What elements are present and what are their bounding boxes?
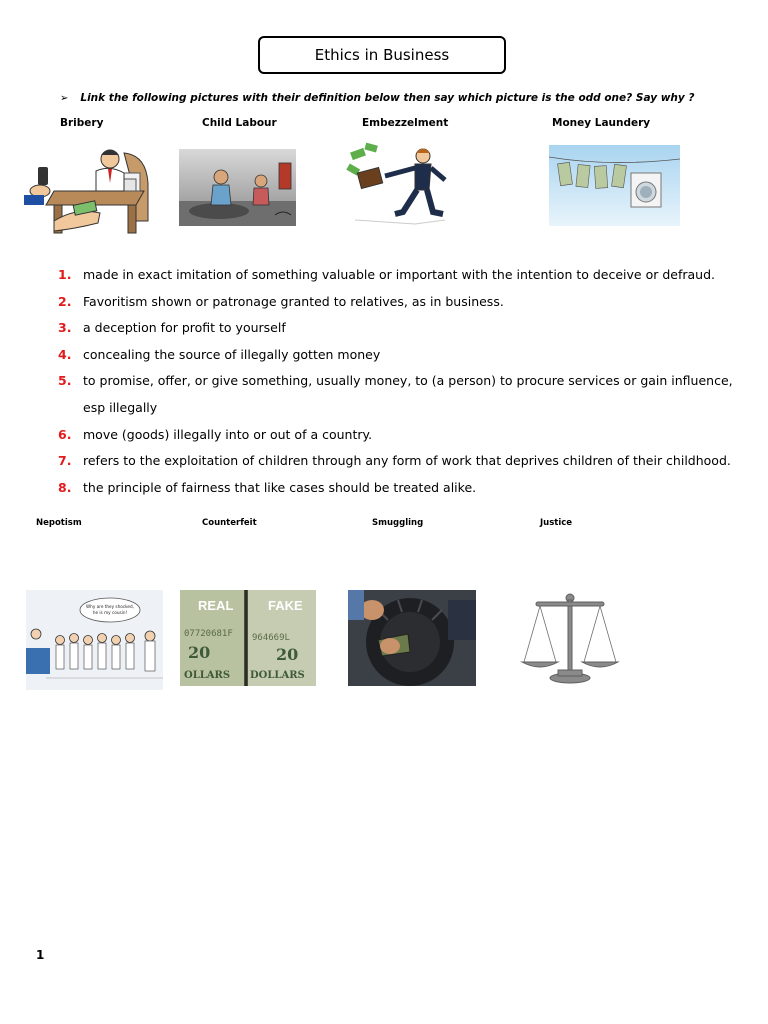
nepotism-image [26, 590, 163, 690]
fake-label: FAKE [268, 598, 303, 613]
embezzelment-image [345, 140, 453, 230]
counterfeit-image [180, 590, 316, 686]
svg-text:07720681F: 07720681F [184, 629, 233, 639]
definition-item: 2. Favoritism shown or patronage granted to relatives, as in business. [58, 293, 504, 309]
definition-item: 7. refers to the exploitation of children through any form of work that deprives children of their childhood. [58, 453, 731, 469]
definition-item: 1. made in exact imitation of something valuable or important with the intention to deceive or defraud. [58, 267, 715, 282]
label-child-labour: Child Labour [202, 117, 277, 129]
definition-item: 6. move (goods) illegally into or out of a country. [58, 426, 373, 442]
smuggling-image [348, 590, 476, 686]
real-label: REAL [198, 598, 234, 613]
title-box [258, 36, 506, 74]
svg-text:OLLARS: OLLARS [184, 670, 231, 681]
justice-scale-image [518, 590, 622, 688]
svg-text:20: 20 [188, 643, 211, 662]
definitions-list [58, 262, 748, 501]
nepotism-caption-line2: he is my cousin! [92, 610, 128, 615]
nepotism-caption-line1: Why are they shocked, [86, 604, 134, 609]
label-embezzelment: Embezzelment [362, 117, 449, 129]
label-nepotism: Nepotism [36, 518, 82, 528]
label-justice: Justice [540, 518, 573, 528]
child-labour-image [179, 149, 296, 226]
label-bribery: Bribery [60, 117, 104, 129]
svg-text:20: 20 [276, 645, 299, 664]
arrow-bullet-icon: ➢ [60, 92, 69, 104]
svg-text:DOLLARS: DOLLARS [250, 670, 305, 681]
svg-text:964669L: 964669L [252, 633, 290, 643]
page-title: Ethics in Business [314, 46, 450, 64]
label-counterfeit: Counterfeit [202, 518, 257, 528]
definition-item: 4. concealing the source of illegally gotten money [58, 346, 381, 362]
instruction-text: Link the following pictures with their definition below then say which picture is the odd one? Say why ? [80, 92, 695, 104]
page-number: 1 [36, 948, 45, 962]
money-laundery-image [549, 145, 680, 226]
definition-item: 5. to promise, offer, or give something, usually money, to (a person) to procure services or gain influence, esp illegally [58, 373, 733, 415]
definition-item: 3. a deception for profit to yourself [58, 320, 286, 336]
label-money-laundery: Money Laundery [552, 117, 651, 129]
label-smuggling: Smuggling [372, 518, 424, 528]
bribery-image [24, 143, 154, 235]
instruction [60, 92, 720, 104]
definition-item: 8. the principle of fairness that like cases should be treated alike. [58, 479, 477, 495]
